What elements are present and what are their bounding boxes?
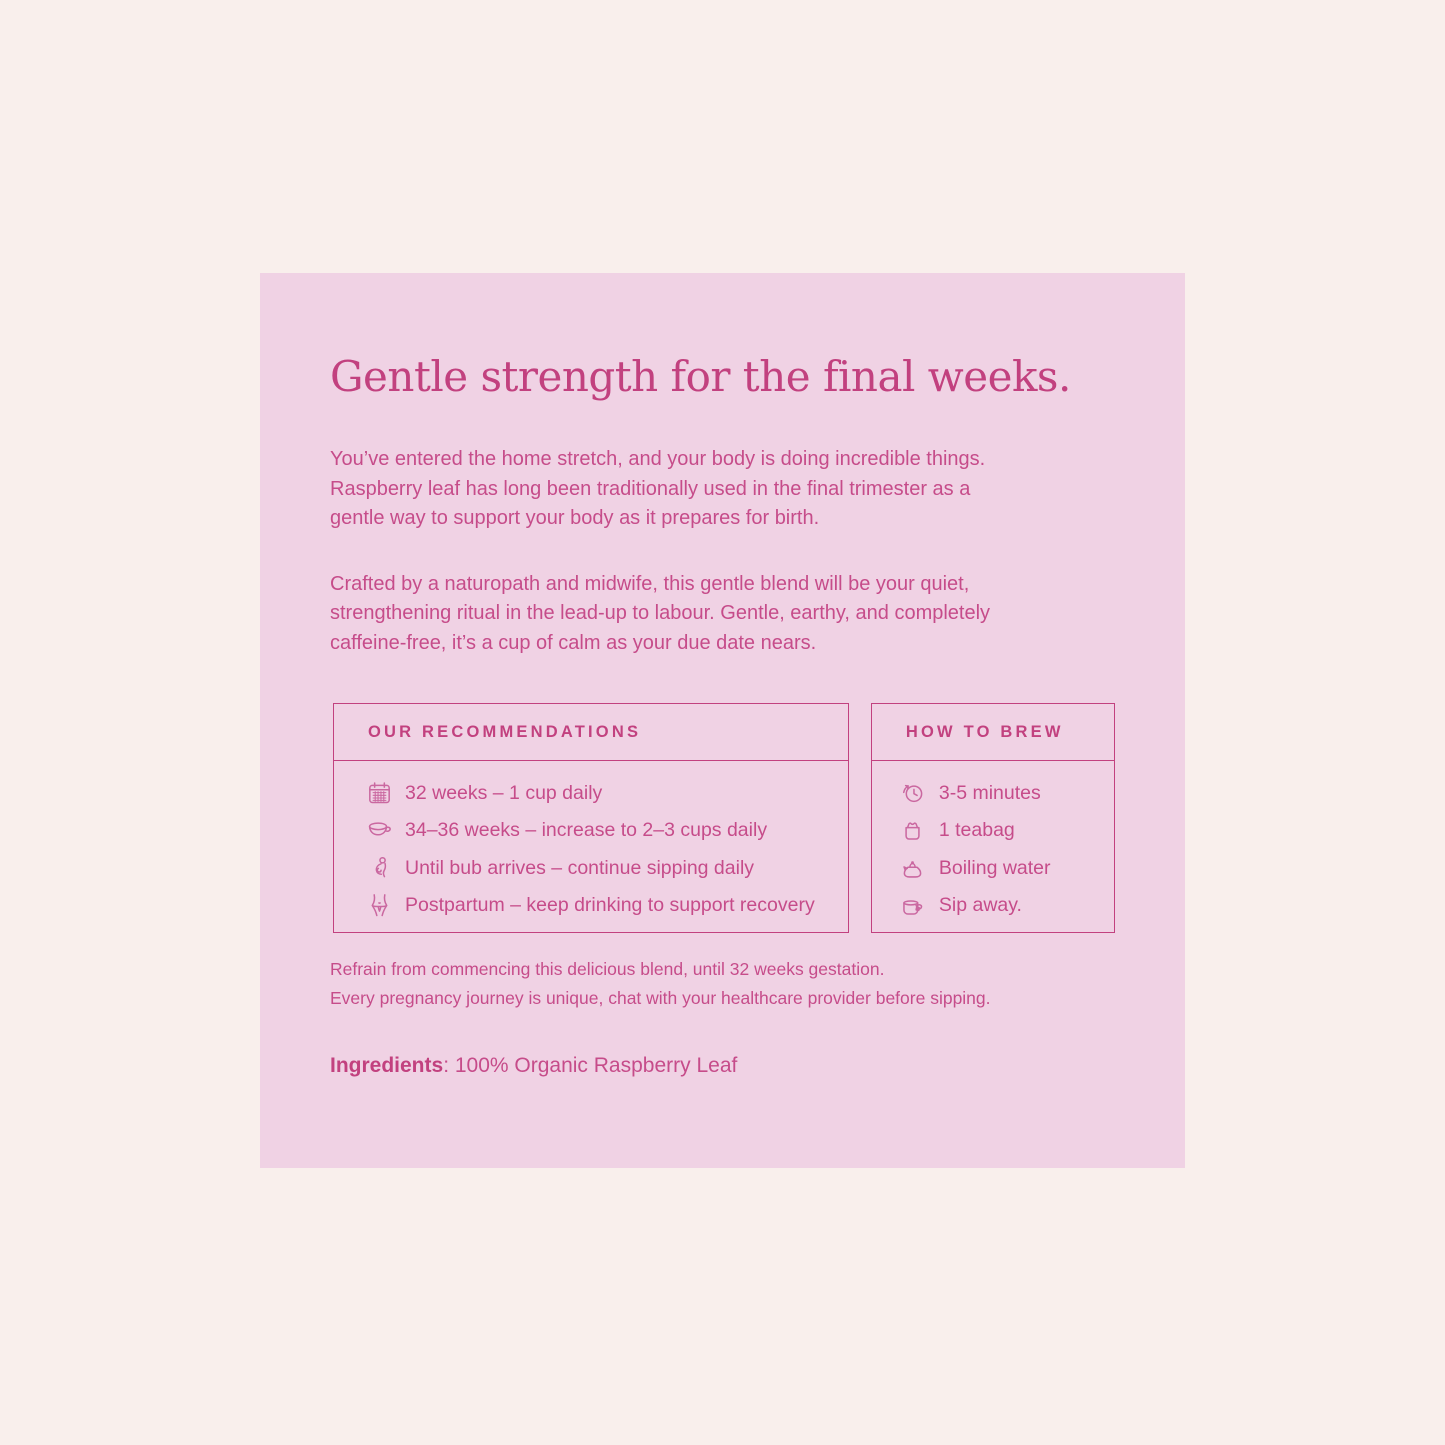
disclaimer-text <box>330 955 1115 1013</box>
brew-list <box>872 761 1114 924</box>
paragraph-line: gentle way to support your body as it prepares for birth. <box>330 507 820 530</box>
paragraph-line: Crafted by a naturopath and midwife, this gentle blend will be your quiet, <box>330 572 970 595</box>
timer-icon <box>899 779 927 807</box>
pregnant-woman-icon <box>365 854 393 882</box>
list-item-text: Until bub arrives – continue sipping daily <box>405 856 755 879</box>
ingredients-line <box>330 1054 1115 1078</box>
list-item <box>872 849 1114 887</box>
paragraph-line: strengthening ritual in the lead-up to labour. Gentle, earthy, and completely <box>330 602 991 625</box>
list-item-text: 3-5 minutes <box>938 781 1041 804</box>
list-item <box>334 849 848 887</box>
list-item-text: Postpartum – keep drinking to support recovery <box>405 894 815 917</box>
postpartum-icon <box>365 892 393 920</box>
list-item-text: 1 teabag <box>938 819 1015 842</box>
mug-icon <box>899 892 927 920</box>
product-info-card <box>260 273 1185 1168</box>
disclaimer-line: Refrain from commencing this delicious blend, until 32 weeks gestation. <box>330 959 885 980</box>
info-boxes-row <box>333 703 1115 933</box>
recommendations-box <box>333 703 849 933</box>
list-item <box>334 812 848 850</box>
list-item-text: 32 weeks – 1 cup daily <box>405 781 603 804</box>
paragraph-line: You’ve entered the home stretch, and your body is doing incredible things. <box>330 448 986 471</box>
brew-heading: HOW TO BREW <box>872 704 1114 761</box>
list-item <box>872 887 1114 925</box>
list-item-text: 34–36 weeks – increase to 2–3 cups daily <box>405 819 768 842</box>
list-item-text: Boiling water <box>938 856 1051 879</box>
recommendations-list <box>334 761 848 924</box>
blend-paragraph <box>330 570 1115 659</box>
paragraph-line: Raspberry leaf has long been traditionally used in the final trimester as a <box>330 477 971 500</box>
teabag-icon <box>899 817 927 845</box>
teacup-icon <box>365 817 393 845</box>
list-item-text: Sip away. <box>938 894 1022 917</box>
disclaimer-line: Every pregnancy journey is unique, chat with your healthcare provider before sipping. <box>330 988 991 1009</box>
list-item <box>872 812 1114 850</box>
kettle-icon <box>899 854 927 882</box>
list-item <box>334 887 848 925</box>
calendar-icon <box>365 779 393 807</box>
ingredients-label: Ingredients <box>330 1054 444 1078</box>
paragraph-line: caffeine-free, it’s a cup of calm as your due date nears. <box>330 631 817 654</box>
card-title: Gentle strength for the final weeks. <box>330 352 1071 401</box>
list-item <box>872 774 1114 812</box>
brew-box <box>871 703 1115 933</box>
recommendations-heading: OUR RECOMMENDATIONS <box>334 704 848 761</box>
ingredients-value: : 100% Organic Raspberry Leaf <box>443 1054 738 1078</box>
intro-paragraph <box>330 445 1115 534</box>
list-item <box>334 774 848 812</box>
